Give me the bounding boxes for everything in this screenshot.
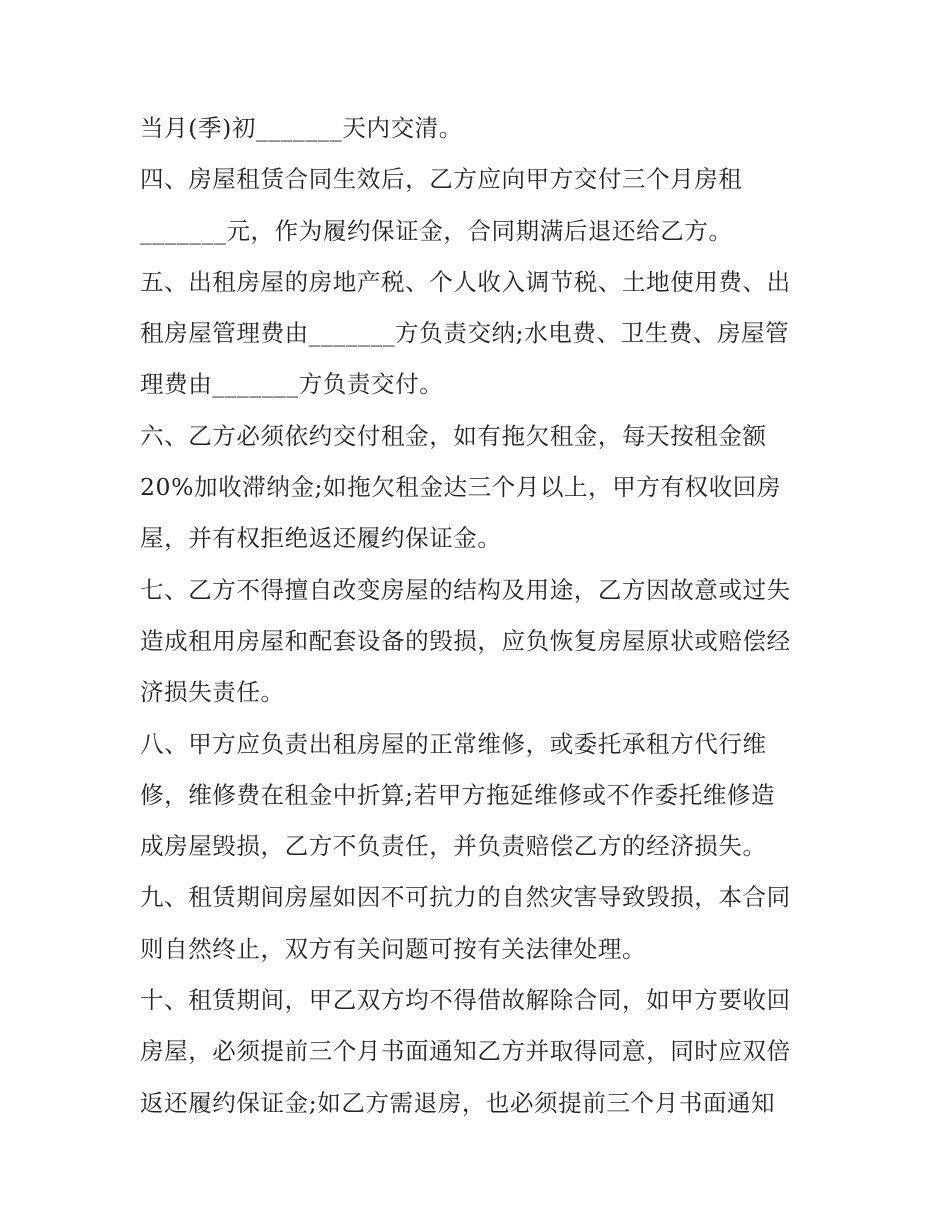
contract-text: [140, 103, 830, 1129]
text-line: 九、租赁期间房屋如因不可抗力的自然灾害导致毁损，本合同: [140, 883, 791, 912]
text-line: 四、房屋租赁合同生效后，乙方应向甲方交付三个月房租: [140, 165, 743, 194]
text-line: 租房屋管理费由_______方负责交纳;水电费、卫生费、房屋管: [140, 319, 790, 348]
text-line: 理费由_______方负责交付。: [140, 370, 444, 399]
text-line: 返还履约保证金;如乙方需退房，也必须提前三个月书面通知: [140, 1088, 776, 1117]
text-line: 屋，并有权拒绝返还履约保证金。: [140, 524, 502, 553]
text-line: 六、乙方必须依约交付租金，如有拖欠租金，每天按租金额: [140, 421, 767, 450]
text-line: 十、租赁期间，甲乙双方均不得借故解除合同，如甲方要收回: [140, 986, 791, 1015]
text-line: 造成租用房屋和配套设备的毁损，应负恢复房屋原状或赔偿经: [140, 626, 791, 655]
text-line: 20%加收滞纳金;如拖欠租金达三个月以上，甲方有权收回房: [140, 473, 781, 502]
text-line: 八、甲方应负责出租房屋的正常维修，或委托承租方代行维: [140, 729, 767, 758]
text-line: 成房屋毁损，乙方不负责任，并负责赔偿乙方的经济损失。: [140, 832, 767, 861]
text-line: 五、出租房屋的房地产税、个人收入调节税、土地使用费、出: [140, 267, 791, 296]
text-line: 济损失责任。: [140, 678, 285, 707]
text-line: _______元，作为履约保证金，合同期满后退还给乙方。: [140, 216, 733, 245]
text-line: 修，维修费在租金中折算;若甲方拖延维修或不作委托维修造: [140, 780, 776, 809]
text-line: 则自然终止，双方有关问题可按有关法律处理。: [140, 934, 647, 963]
text-line: 七、乙方不得擅自改变房屋的结构及用途，乙方因故意或过失: [140, 575, 791, 604]
text-line: 房屋，必须提前三个月书面通知乙方并取得同意，同时应双倍: [140, 1037, 791, 1066]
text-line: 当月(季)初_______天内交清。: [140, 114, 463, 142]
